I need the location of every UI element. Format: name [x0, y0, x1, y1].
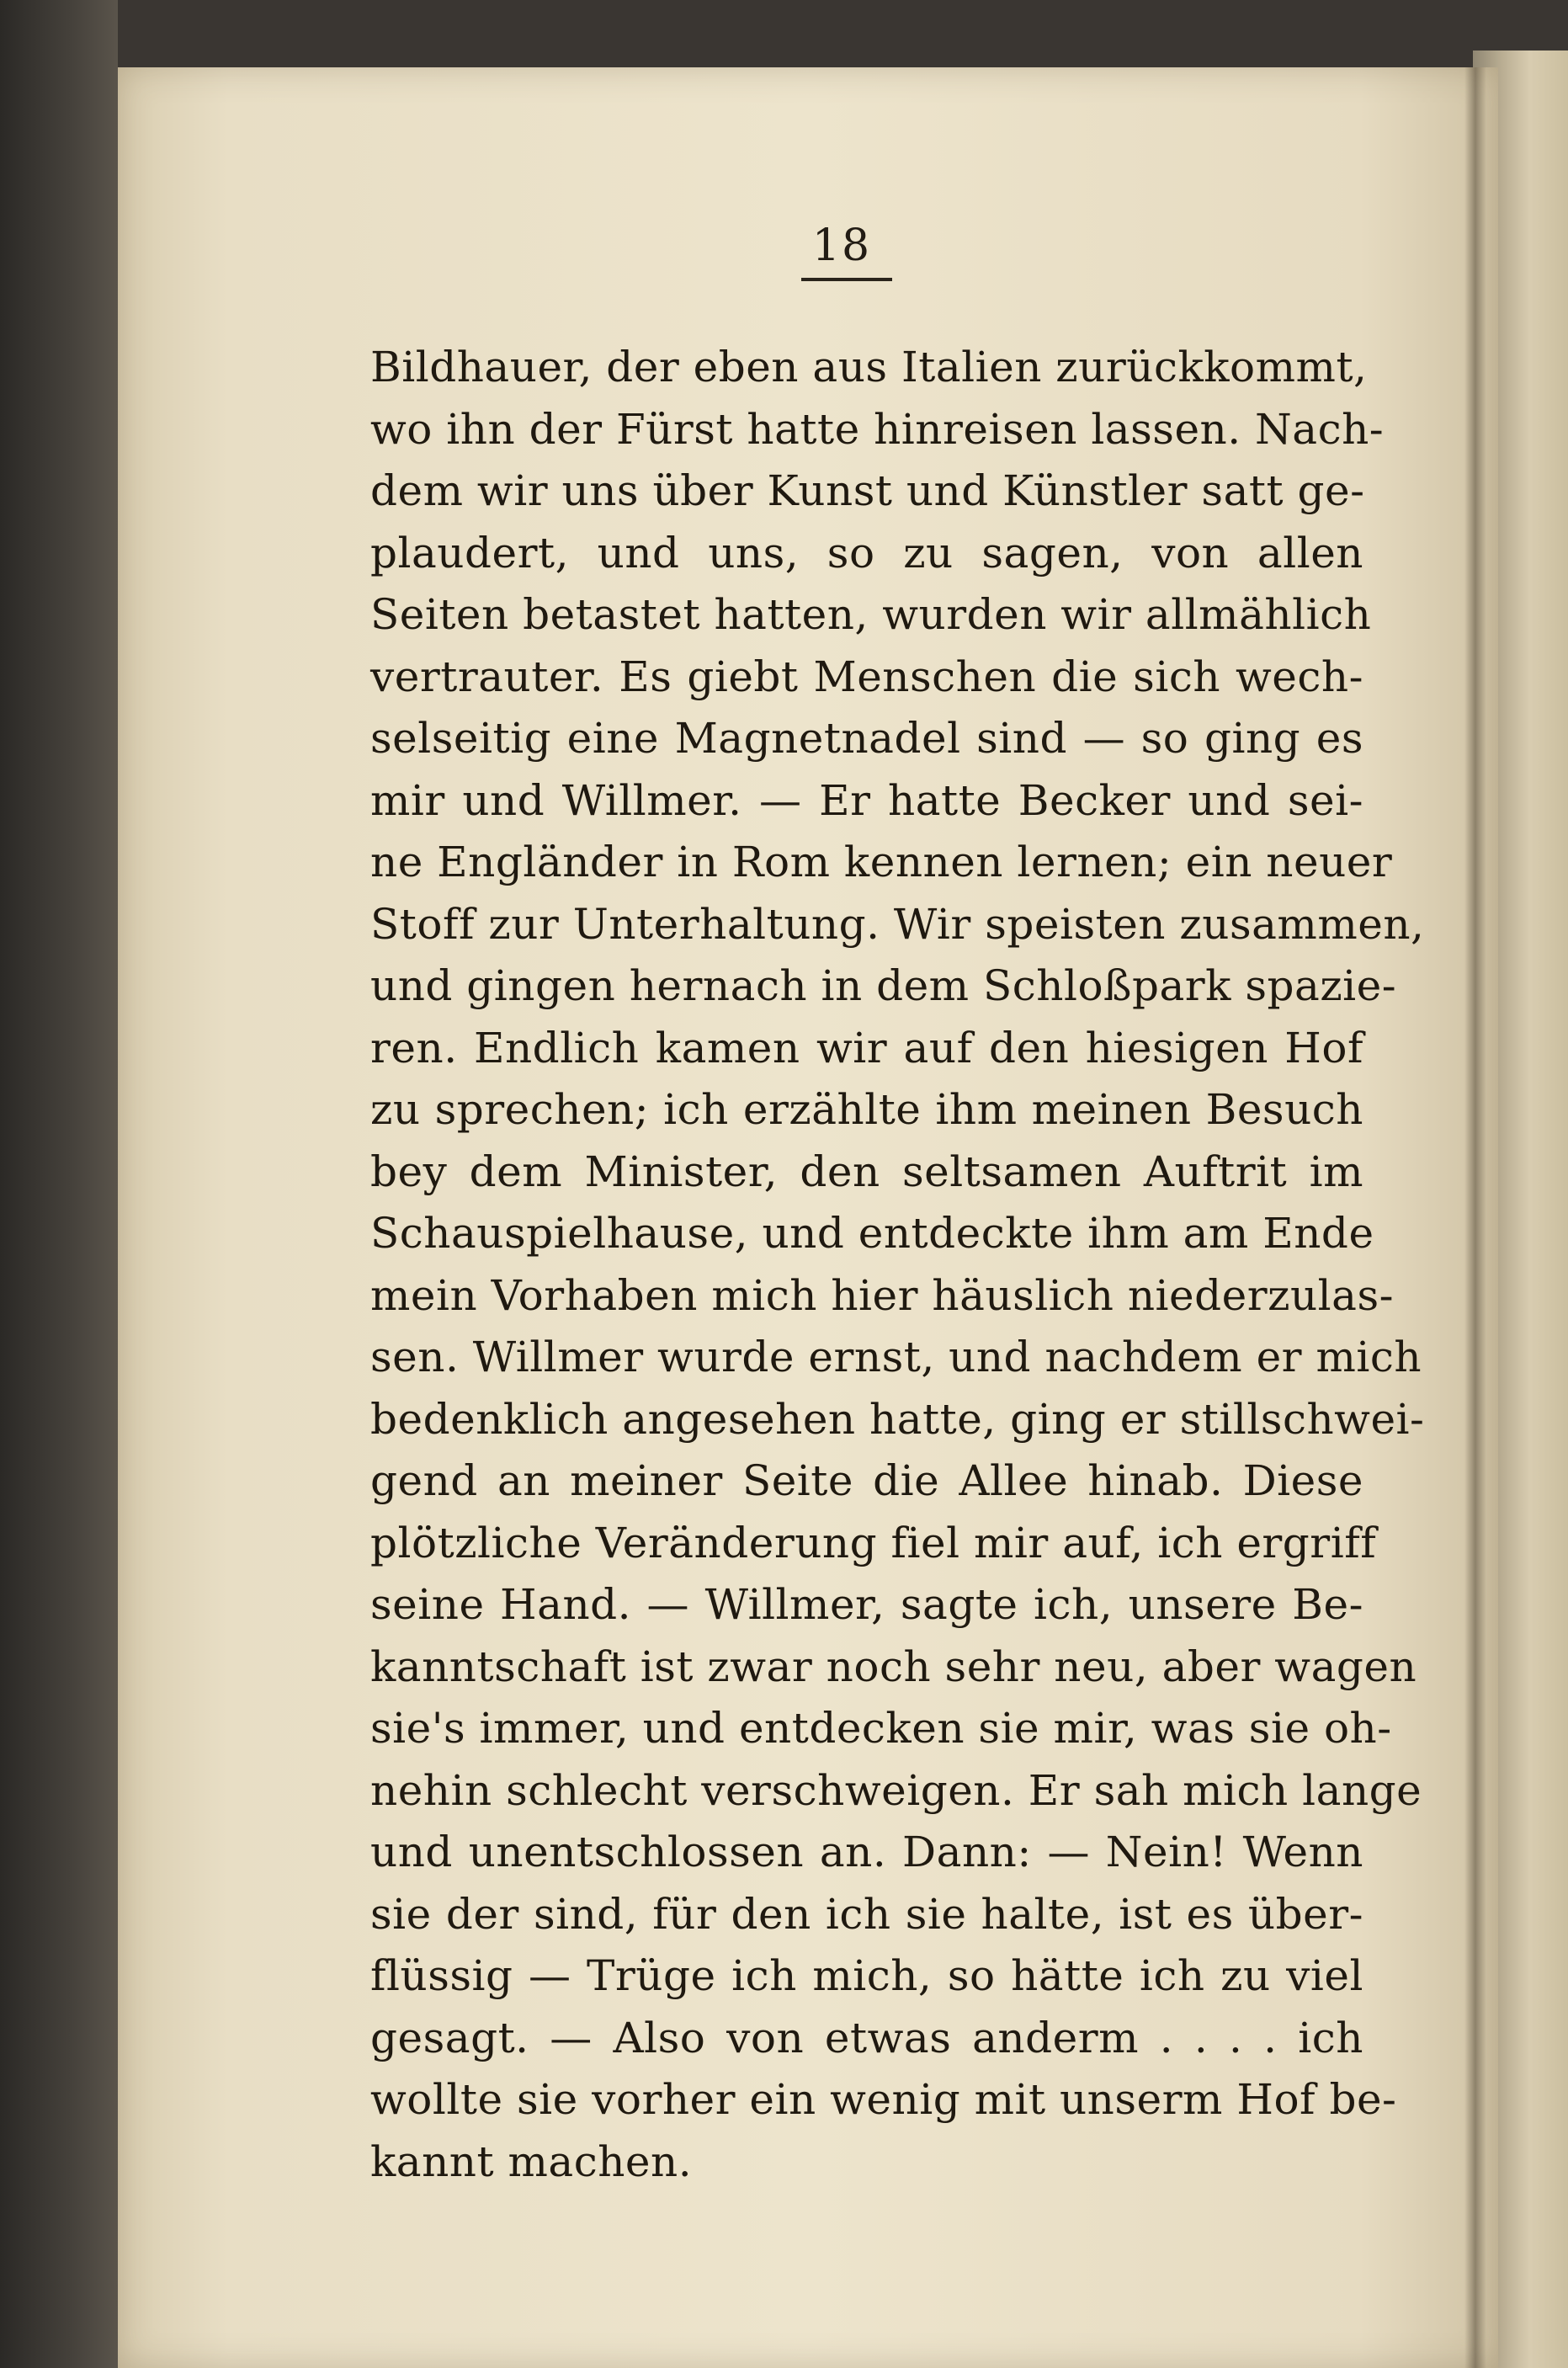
text-line: zu sprechen; ich erzählte ihm meinen Besuch [370, 1085, 1363, 1134]
text-line: Stoff zur Unterhaltung. Wir speisten zusammen, [370, 899, 1425, 949]
text-line: seine Hand. — Willmer, sagte ich, unsere Be- [370, 1580, 1363, 1629]
body-text [370, 337, 1425, 2193]
text-line: vertrauter. Es giebt Menschen die sich wech- [370, 652, 1363, 701]
text-line: wo ihn der Fürst hatte hinreisen lassen. Nach- [370, 404, 1385, 454]
text-line: sie's immer, und entdecken sie mir, was sie oh- [370, 1704, 1392, 1753]
text-line: und gingen hernach in dem Schloßpark spazie- [370, 961, 1397, 1010]
text-line: mein Vorhaben mich hier häuslich niederzulas- [370, 1270, 1395, 1320]
text-line: dem wir uns über Kunst und Künstler satt ge- [370, 466, 1365, 515]
text-line: gend an meiner Seite die Allee hinab. Diese [370, 1456, 1363, 1505]
text-line: flüssig — Trüge ich mich, so hätte ich zu viel [370, 1951, 1363, 2000]
text-line: Bildhauer, der eben aus Italien zurückkommt, [370, 343, 1368, 391]
text-line: sie der sind, für den ich sie halte, ist es über- [370, 1889, 1363, 1939]
text-line: selseitig eine Magnetnadel sind — so ging es [370, 714, 1363, 763]
text-line: kanntschaft ist zwar noch sehr neu, aber wagen [370, 1642, 1417, 1691]
text-line: mir und Willmer. — Er hatte Becker und sei- [370, 775, 1363, 825]
text-line: kannt machen. [370, 2137, 693, 2186]
book-binding-left [0, 0, 118, 2368]
text-line: gesagt. — Also von etwas anderm . . . . ich [370, 2013, 1363, 2062]
text-line: Seiten betastet hatten, wurden wir allmählich [370, 590, 1372, 639]
text-line: ne Engländer in Rom kennen lernen; ein neuer [370, 838, 1393, 886]
text-line: ren. Endlich kamen wir auf den hiesigen Hof [370, 1023, 1363, 1072]
text-line: plötzliche Veränderung fiel mir auf, ich ergriff [370, 1518, 1377, 1567]
page-gutter-shadow [1464, 67, 1486, 2368]
text-line: nehin schlecht verschweigen. Er sah mich lange [370, 1765, 1422, 1815]
text-line: bedenklich angesehen hatte, ging er stillschwei- [370, 1394, 1425, 1444]
text-line: sen. Willmer wurde ernst, und nachdem er mich [370, 1333, 1422, 1381]
page-number-rule [801, 278, 892, 281]
text-line: plaudert, und uns, so zu sagen, von allen [370, 528, 1363, 577]
text-line: wollte sie vorher ein wenig mit unserm Hof be- [370, 2075, 1397, 2124]
page-number: 18 [811, 221, 872, 271]
text-line: und unentschlossen an. Dann: — Nein! Wenn [370, 1828, 1363, 1876]
text-line: bey dem Minister, den seltsamen Auftrit im [370, 1147, 1363, 1196]
text-line: Schauspielhause, und entdeckte ihm am Ende [370, 1209, 1374, 1258]
